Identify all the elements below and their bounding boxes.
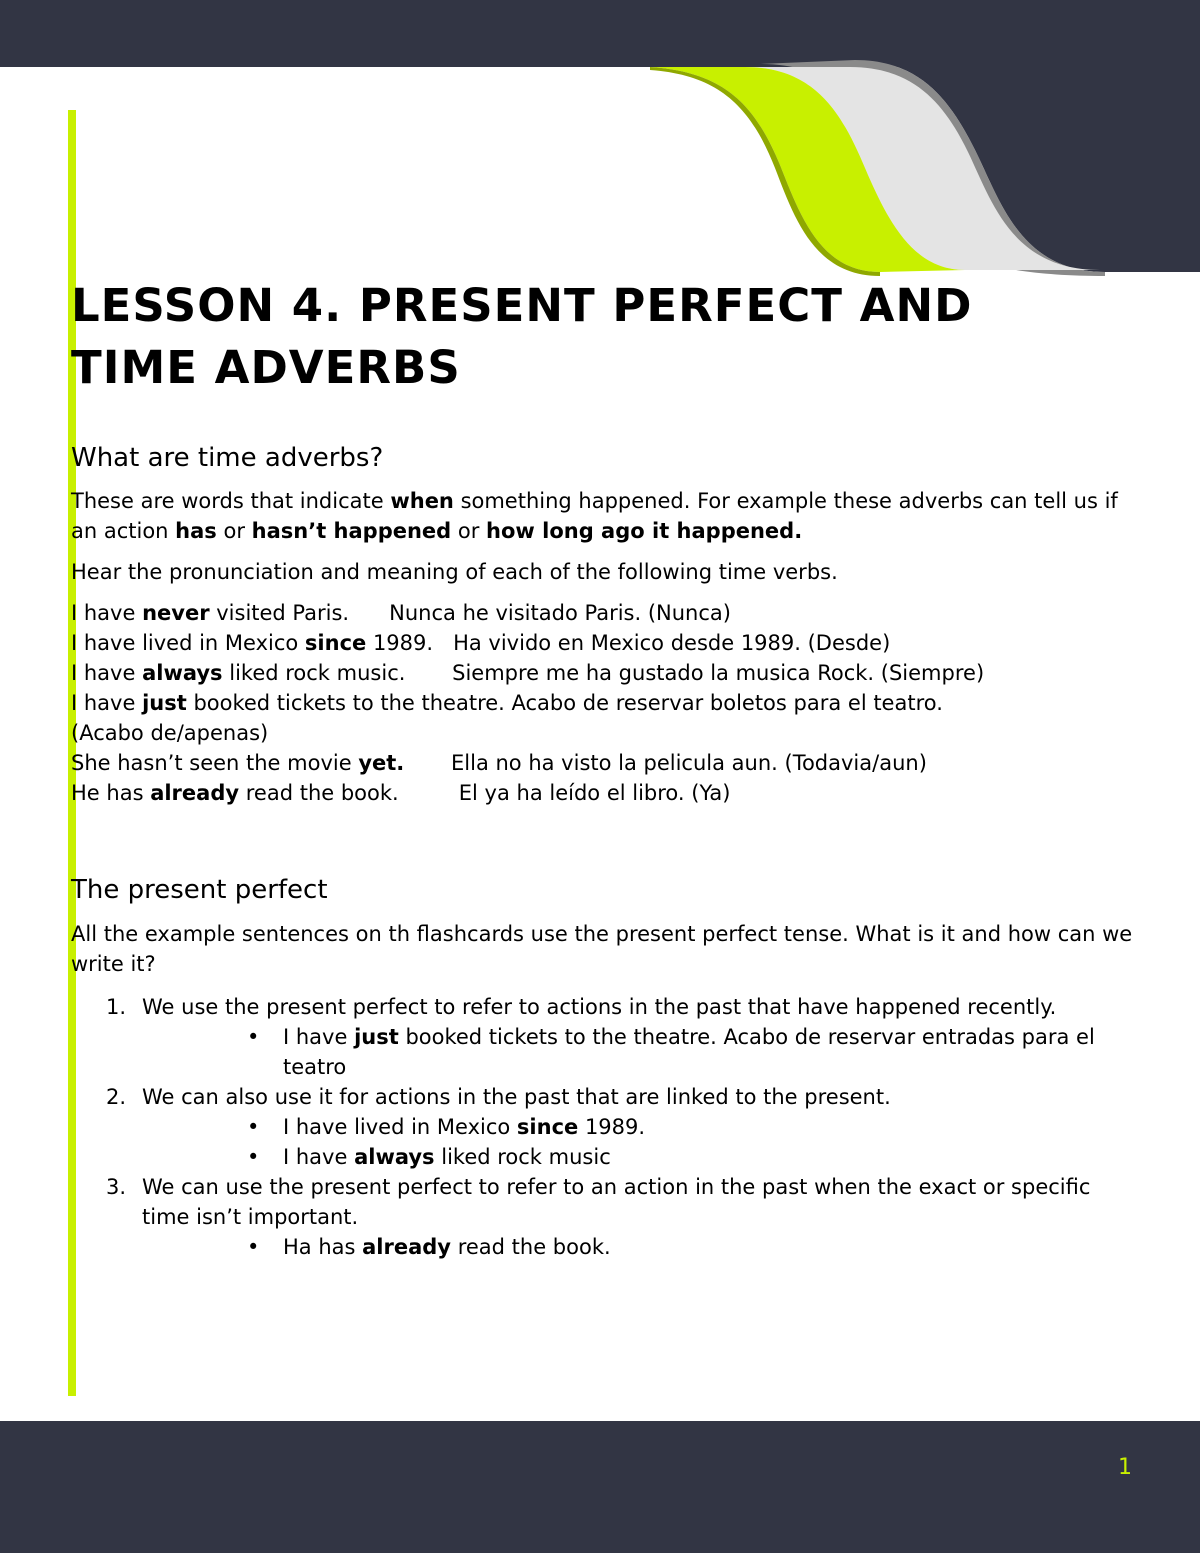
title-line-2: TIME ADVERBS bbox=[71, 341, 461, 394]
list-item: 1. We use the present perfect to refer to actions in the past that have happened recently. bbox=[71, 992, 1141, 1022]
example-line: I have never visited Paris. Nunca he visitado Paris. (Nunca) bbox=[71, 601, 731, 625]
example-line: She hasn’t seen the movie yet. Ella no ha visto la pelicula aun. (Todavia/aun) bbox=[71, 751, 927, 775]
bullet-item: • I have lived in Mexico since 1989. bbox=[71, 1112, 1141, 1142]
example-line: He has already read the book. El ya ha leído el libro. (Ya) bbox=[71, 781, 731, 805]
bullet-icon: • bbox=[247, 1025, 260, 1049]
page-number: 1 bbox=[1118, 1455, 1132, 1480]
list-number: 2. bbox=[106, 1085, 127, 1109]
section-heading-time-adverbs: What are time adverbs? bbox=[71, 443, 384, 473]
list-number: 1. bbox=[106, 995, 127, 1019]
section2-intro-paragraph: All the example sentences on th flashcards use the present perfect tense. What is it and how can we write it? bbox=[71, 922, 1133, 976]
bullet-item: • Ha has already read the book. bbox=[71, 1232, 1141, 1262]
bullet-item: • I have just booked tickets to the theatre. Acabo de reservar entradas para el teatro bbox=[71, 1022, 1141, 1082]
footer-band bbox=[0, 1421, 1200, 1553]
instruction-text: Hear the pronunciation and meaning of each of the following time verbs. bbox=[71, 560, 838, 584]
numbered-list bbox=[71, 992, 1141, 1262]
example-line: I have lived in Mexico since 1989. Ha vivido en Mexico desde 1989. (Desde) bbox=[71, 631, 891, 655]
bullet-icon: • bbox=[247, 1115, 260, 1139]
bullet-icon: • bbox=[247, 1145, 260, 1169]
bullet-item: • I have always liked rock music bbox=[71, 1142, 1141, 1172]
header-wave-decoration bbox=[0, 0, 1200, 280]
list-item: 3. We can use the present perfect to refer to an action in the past when the exact or specific time isn’t important. bbox=[71, 1172, 1141, 1232]
list-number: 3. bbox=[106, 1175, 127, 1199]
example-line: (Acabo de/apenas) bbox=[71, 721, 269, 745]
document-body bbox=[71, 275, 1141, 1262]
bullet-icon: • bbox=[247, 1235, 260, 1259]
example-line: I have always liked rock music. Siempre me ha gustado la musica Rock. (Siempre) bbox=[71, 661, 985, 685]
section-heading-present-perfect: The present perfect bbox=[71, 875, 328, 905]
lesson-title bbox=[71, 275, 1141, 399]
example-line: I have just booked tickets to the theatre. Acabo de reservar boletos para el teatro. bbox=[71, 691, 943, 715]
section1-intro-paragraph: These are words that indicate when something happened. For example these adverbs can tell us if an action has or hasn’t happened or how long ago it happened. bbox=[71, 489, 1118, 543]
title-line-1: LESSON 4. PRESENT PERFECT AND bbox=[71, 279, 973, 332]
list-item: 2. We can also use it for actions in the past that are linked to the present. bbox=[71, 1082, 1141, 1112]
examples-block bbox=[71, 598, 1141, 808]
